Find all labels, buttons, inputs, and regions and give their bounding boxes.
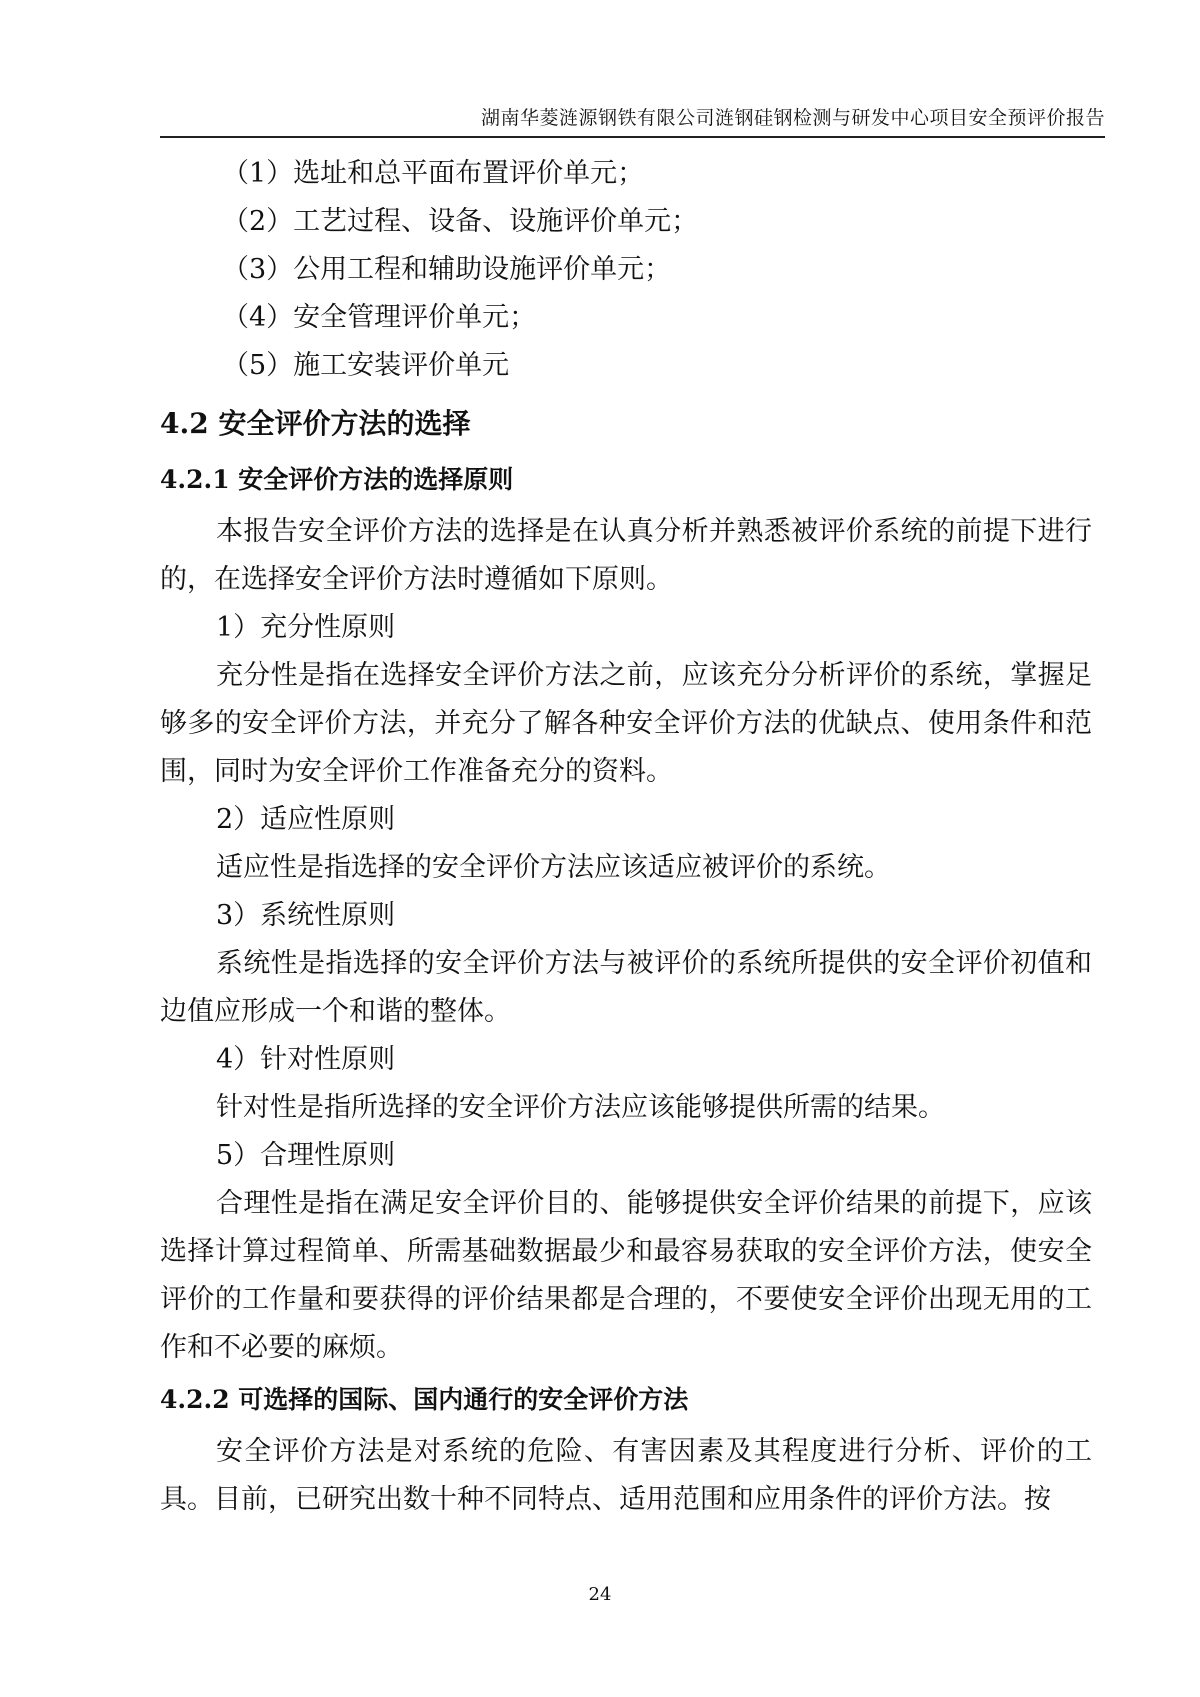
principle-text: 合理性是指在满足安全评价目的、能够提供安全评价结果的前提下，应该选择计算过程简单、所需基础数据最少和最容易获取的安全评价方法，使安全评价的工作量和要获得的评价结果都是合理的，不要使安全评价出现无用的工作和不必要的麻烦。 [160,1188,1092,1363]
page-body [160,150,1092,1524]
unit-list-item: （3）公用工程和辅助设施评价单元； [222,254,672,285]
section-heading-4-2: 4.2 安全评价方法的选择 [160,407,471,440]
principle-text: 针对性是指所选择的安全评价方法应该能够提供所需的结果。 [216,1092,945,1123]
section-heading-4-2-1: 4.2.1 安全评价方法的选择原则 [160,465,514,494]
principle-text: 适应性是指选择的安全评价方法应该适应被评价的系统。 [216,852,891,883]
unit-list-item: （4）安全管理评价单元； [222,302,537,333]
unit-list-item: （1）选址和总平面布置评价单元； [222,158,645,189]
running-header [160,100,1105,138]
unit-list-item: （2）工艺过程、设备、设施评价单元； [222,206,699,237]
principle-title: 5）合理性原则 [216,1140,396,1171]
paragraph-intro: 本报告安全评价方法的选择是在认真分析并熟悉被评价系统的前提下进行的，在选择安全评价方法时遵循如下原则。 [160,516,1092,595]
unit-list-item: （5）施工安装评价单元 [222,350,510,381]
principle-title: 2）适应性原则 [216,804,396,835]
principle-text: 充分性是指在选择安全评价方法之前，应该充分分析评价的系统，掌握足够多的安全评价方法，并充分了解各种安全评价方法的优缺点、使用条件和范围，同时为安全评价工作准备充分的资料。 [160,660,1092,787]
header-title: 湖南华菱涟源钢铁有限公司涟钢硅钢检测与研发中心项目安全预评价报告 [480,107,1105,129]
principle-text: 系统性是指选择的安全评价方法与被评价的系统所提供的安全评价初值和边值应形成一个和谐的整体。 [160,948,1092,1027]
principle-title: 1）充分性原则 [216,612,396,643]
page-number: 24 [588,1584,612,1605]
principle-title: 3）系统性原则 [216,900,396,931]
section-heading-4-2-2: 4.2.2 可选择的国际、国内通行的安全评价方法 [160,1385,689,1414]
paragraph-methods: 安全评价方法是对系统的危险、有害因素及其程度进行分析、评价的工具。目前，已研究出数十种不同特点、适用范围和应用条件的评价方法。按 [160,1436,1092,1515]
principle-title: 4）针对性原则 [216,1044,396,1075]
